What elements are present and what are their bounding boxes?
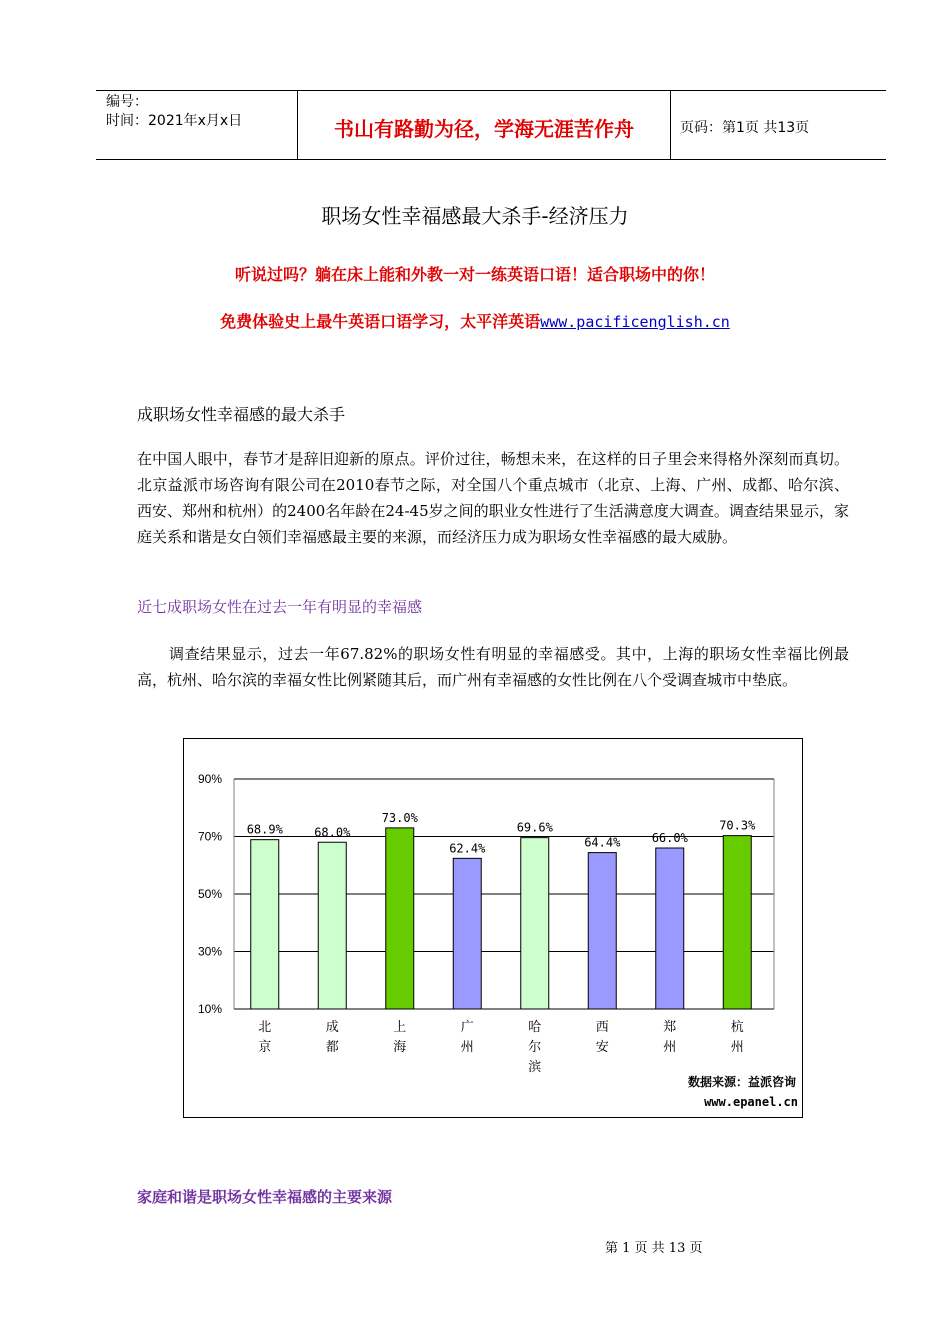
header-meta xyxy=(106,93,242,131)
x-category-label: 杭 xyxy=(730,1020,744,1035)
x-category-label: 郑 xyxy=(663,1020,677,1035)
pacificenglish-link[interactable]: www.pacificenglish.cn xyxy=(540,313,730,331)
bar-value-label: 70.3% xyxy=(719,818,756,833)
x-category-label: 成 xyxy=(325,1020,339,1035)
y-tick-label: 90% xyxy=(197,772,222,786)
x-category-label: 北 xyxy=(258,1020,272,1035)
ad-line-2 xyxy=(0,309,950,332)
x-category-label: 安 xyxy=(595,1040,609,1055)
y-tick-label: 10% xyxy=(197,1002,222,1016)
bar-value-label: 69.6% xyxy=(516,820,553,835)
page-title: 职场女性幸福感最大杀手-经济压力 xyxy=(321,204,629,228)
chart-bar xyxy=(588,853,616,1009)
chart-bar xyxy=(318,842,346,1009)
chart-bar xyxy=(656,848,684,1009)
bar-value-label: 73.0% xyxy=(381,810,418,825)
x-category-label: 州 xyxy=(460,1040,474,1055)
chart-source-label: 数据来源：益派咨询 xyxy=(687,1075,796,1089)
header-divider xyxy=(670,91,671,159)
happiness-bar-chart xyxy=(183,738,803,1118)
chart-bar xyxy=(521,838,549,1009)
x-category-label: 哈 xyxy=(528,1020,542,1035)
number-label: 编号： xyxy=(106,94,148,110)
x-category-label: 州 xyxy=(730,1040,744,1055)
y-tick-label: 30% xyxy=(197,944,222,959)
header-motto: 书山有路勤为径，学海无涯苦作舟 xyxy=(334,117,634,141)
section-heading: 成职场女性幸福感的最大杀手 xyxy=(137,405,346,424)
chart-bar xyxy=(723,836,751,1009)
paragraph-intro: 在中国人眼中，春节才是辞旧迎新的原点。评价过往，畅想未来，在这样的日子里会来得格外深刻而真切。北京益派市场咨询有限公司在2010春节之际，对全国八个重点城市（北京、上海、广州、成都、哈尔滨、西安、郑州和杭州）的2400名年龄在24-45岁之间的职业女性进行了生活满意度大调查。调查结果显示，家庭关系和谐是女白领们幸福感最主要的来源，而经济压力成为职场女性幸福感的最大威胁。 xyxy=(137,450,849,546)
page-footer: 第 1 页 共 13 页 xyxy=(605,1241,703,1256)
y-tick-label: 50% xyxy=(197,887,222,901)
chart-svg xyxy=(184,739,802,1117)
x-category-label: 京 xyxy=(258,1040,272,1055)
paragraph-survey-result: 调查结果显示，过去一年67.82%的职场女性有明显的幸福感受。其中，上海的职场女性幸福比例最高，杭州、哈尔滨的幸福女性比例紧随其后，而广州有幸福感的女性比例在八个受调查城市中垫底。 xyxy=(137,645,849,689)
y-tick-label: 70% xyxy=(197,829,222,844)
x-category-label: 海 xyxy=(393,1040,407,1055)
chart-bar xyxy=(251,840,279,1009)
x-category-label: 滨 xyxy=(528,1060,542,1075)
bar-value-label: 66.0% xyxy=(651,831,688,845)
chart-bar xyxy=(386,828,414,1009)
bar-value-label: 62.4% xyxy=(449,841,486,856)
x-category-label: 都 xyxy=(325,1040,339,1055)
document-header xyxy=(96,90,886,160)
chart-source-url: www.epanel.cn xyxy=(704,1095,798,1109)
ad-line-1: 听说过吗？躺在床上能和外教一对一练英语口语！适合职场中的你！ xyxy=(234,265,715,284)
x-category-label: 上 xyxy=(393,1020,407,1035)
ad-line-2-text: 免费体验史上最牛英语口语学习，太平洋英语 xyxy=(220,312,541,331)
x-category-label: 广 xyxy=(460,1020,474,1035)
bar-value-label: 68.9% xyxy=(246,822,283,837)
x-category-label: 西 xyxy=(595,1020,609,1035)
x-category-label: 州 xyxy=(663,1040,677,1055)
subheading-happiness: 近七成职场女性在过去一年有明显的幸福感 xyxy=(137,598,423,616)
subheading-family-harmony: 家庭和谐是职场女性幸福感的主要来源 xyxy=(137,1188,393,1206)
x-category-label: 尔 xyxy=(528,1040,542,1055)
chart-bar xyxy=(453,858,481,1009)
time-label: 时间：2021年x月x日 xyxy=(106,113,243,129)
bar-value-label: 68.0% xyxy=(314,825,351,840)
bar-value-label: 64.4% xyxy=(584,835,621,850)
header-page-info: 页码：第1页 共13页 xyxy=(680,120,810,136)
